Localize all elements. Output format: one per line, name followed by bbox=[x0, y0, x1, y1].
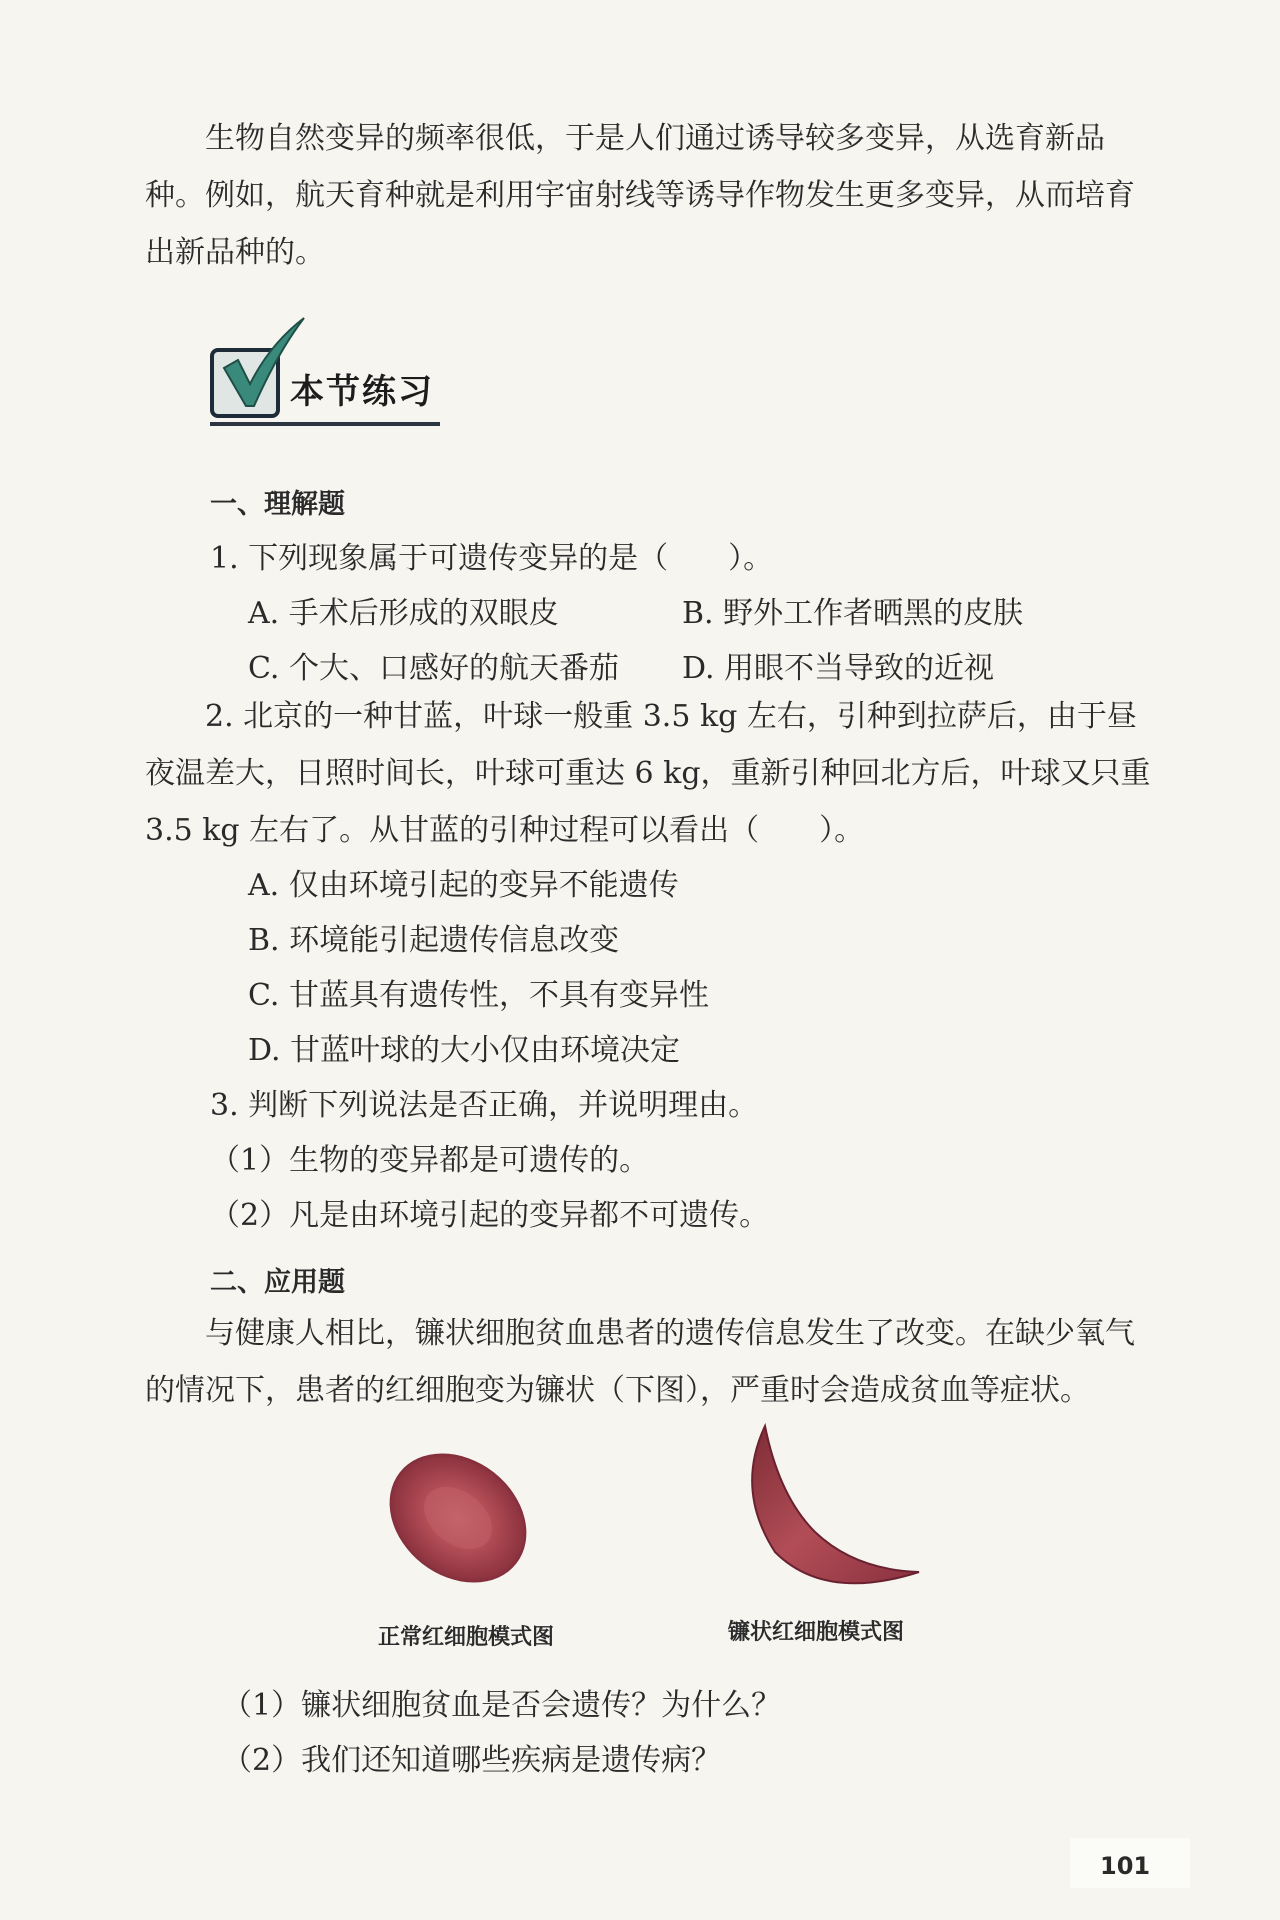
part2-question-1: （1）镰状细胞贫血是否会遗传？为什么？ bbox=[222, 1688, 782, 1723]
q1-stem: 1. 下列现象属于可遗传变异的是（ ）。 bbox=[210, 541, 774, 576]
q2-option-c: C. 甘蓝具有遗传性，不具有变异性 bbox=[248, 978, 709, 1013]
intro-paragraph: 生物自然变异的频率很低，于是人们通过诱导较多变异，从选育新品种。例如，航天育种就是利用宇宙射线等诱导作物发生更多变异，从而培育出新品种的。 bbox=[145, 121, 1135, 270]
sickle-cell-caption: 镰状红细胞模式图 bbox=[728, 1620, 905, 1645]
q2-option-b: B. 环境能引起遗传信息改变 bbox=[248, 923, 620, 958]
q1-option-b: B. 野外工作者晒黑的皮肤 bbox=[682, 596, 1024, 631]
q1-option-d: D. 用眼不当导致的近视 bbox=[682, 651, 995, 686]
part2-paragraph: 与健康人相比，镰状细胞贫血患者的遗传信息发生了改变。在缺少氧气的情况下，患者的红细胞变为镰状（下图），严重时会造成贫血等症状。 bbox=[145, 1316, 1135, 1408]
q1-option-a: A. 手术后形成的双眼皮 bbox=[248, 596, 559, 631]
q2-option-d: D. 甘蓝叶球的大小仅由环境决定 bbox=[248, 1033, 681, 1068]
q1-option-c: C. 个大、口感好的航天番茄 bbox=[248, 651, 619, 686]
part2-heading: 二、应用题 bbox=[210, 1267, 345, 1298]
page-number: 101 bbox=[1100, 1852, 1151, 1880]
section-badge-title: 本节练习 bbox=[290, 372, 434, 412]
q3-stem: 3. 判断下列说法是否正确，并说明理由。 bbox=[210, 1088, 759, 1123]
section-badge bbox=[210, 330, 445, 430]
part2-question-2: （2）我们还知道哪些疾病是遗传病？ bbox=[222, 1743, 722, 1778]
normal-cell-caption: 正常红细胞模式图 bbox=[378, 1625, 555, 1650]
q3-item-1: （1）生物的变异都是可遗传的。 bbox=[210, 1143, 650, 1178]
badge-underline bbox=[210, 422, 440, 426]
q2-stem: 2. 北京的一种甘蓝，叶球一般重 3.5 kg 左右，引种到拉萨后，由于昼夜温差大，日照时间长，叶球可重达 6 kg，重新引种回北方后，叶球又只重 3.5 kg 左右了。从甘蓝的引种过程可以看出（ ）。 bbox=[145, 699, 1151, 848]
q2-option-a: A. 仅由环境引起的变异不能遗传 bbox=[248, 868, 679, 903]
sickle-red-blood-cell-icon bbox=[735, 1420, 925, 1600]
q3-item-2: （2）凡是由环境引起的变异都不可遗传。 bbox=[210, 1198, 770, 1233]
normal-red-blood-cell-icon bbox=[378, 1438, 538, 1598]
part1-heading: 一、理解题 bbox=[210, 489, 345, 520]
